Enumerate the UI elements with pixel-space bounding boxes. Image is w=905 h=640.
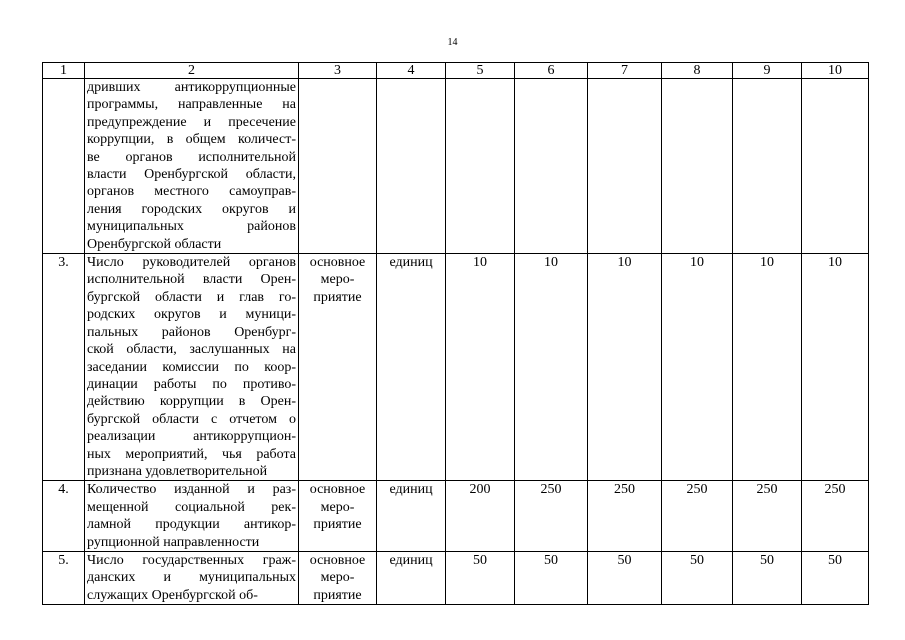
- description-line: муниципальных районов: [87, 219, 296, 235]
- description-line: коррупции, в общем количест-: [87, 132, 296, 148]
- header-row: [43, 63, 869, 79]
- indicator-description: [85, 79, 299, 254]
- measure-type: [299, 481, 377, 552]
- indicator-value: [588, 79, 662, 254]
- description-line: власти Оренбургской области,: [87, 167, 296, 183]
- measure-type-line: меро-: [320, 272, 355, 288]
- row-number: [43, 79, 85, 254]
- indicator-value: 10: [588, 254, 662, 481]
- measure-type-line: основное: [309, 255, 366, 271]
- description-line: динации работы по противо-: [87, 376, 296, 392]
- indicator-description: [85, 551, 299, 604]
- measure-type-line: основное: [309, 552, 366, 568]
- description-line: ламной продукции антикор-: [87, 517, 296, 533]
- unit-of-measure: [377, 79, 446, 254]
- header-cell: 5: [446, 63, 515, 79]
- description-line: заседании комиссии по коор-: [87, 359, 296, 375]
- description-line: Число руководителей органов: [87, 255, 296, 271]
- indicator-value: 50: [588, 551, 662, 604]
- measure-type-line: приятие: [313, 517, 362, 533]
- indicator-value: 250: [662, 481, 733, 552]
- indicator-value: 10: [662, 254, 733, 481]
- description-line: бургской области с отчетом о: [87, 411, 296, 427]
- header-cell: 8: [662, 63, 733, 79]
- description-line: рупционной направленности: [87, 534, 260, 550]
- description-line: родских округов и муници-: [87, 307, 296, 323]
- header-cell: 1: [43, 63, 85, 79]
- description-line: Количество изданной и раз-: [87, 482, 296, 498]
- description-line: исполнительной власти Орен-: [87, 272, 296, 288]
- measure-type-line: меро-: [320, 499, 355, 515]
- indicator-value: 50: [733, 551, 802, 604]
- description-line: пальных районов Оренбург-: [87, 324, 296, 340]
- description-line: данских и муниципальных: [87, 570, 296, 586]
- table-row: [43, 481, 869, 552]
- description-line: реализации антикоррупцион-: [87, 429, 296, 445]
- description-line: ных мероприятий, чья работа: [87, 446, 296, 462]
- measure-type: [299, 254, 377, 481]
- description-line: Оренбургской области: [87, 236, 222, 252]
- header-cell: 3: [299, 63, 377, 79]
- header-cell: 9: [733, 63, 802, 79]
- table-row: [43, 254, 869, 481]
- indicator-value: 250: [515, 481, 588, 552]
- header-cell: 7: [588, 63, 662, 79]
- indicators-table: [42, 62, 869, 605]
- measure-type-line: приятие: [313, 587, 362, 603]
- measure-type-line: основное: [309, 482, 366, 498]
- table-row: [43, 79, 869, 254]
- indicator-value: [802, 79, 869, 254]
- measure-type-line: приятие: [313, 289, 362, 305]
- row-number: 3.: [43, 254, 85, 481]
- page-number: 14: [447, 37, 458, 48]
- description-line: действию коррупции в Орен-: [87, 394, 296, 410]
- indicator-value: 50: [446, 551, 515, 604]
- indicator-value: [515, 79, 588, 254]
- header-cell: 2: [85, 63, 299, 79]
- indicator-value: 200: [446, 481, 515, 552]
- description-line: программы, направленные на: [87, 97, 296, 113]
- description-line: Число государственных граж-: [87, 552, 296, 568]
- unit-of-measure: единиц: [377, 551, 446, 604]
- measure-type: [299, 551, 377, 604]
- description-line: предупреждение и пресечение: [87, 114, 296, 130]
- unit-of-measure: единиц: [377, 254, 446, 481]
- description-line: признана удовлетворительной: [87, 463, 268, 479]
- table-row: [43, 551, 869, 604]
- indicator-value: 10: [733, 254, 802, 481]
- indicator-value: 10: [446, 254, 515, 481]
- measure-type-line: меро-: [320, 570, 355, 586]
- indicator-value: 250: [802, 481, 869, 552]
- description-line: мещенной социальной рек-: [87, 499, 296, 515]
- indicator-value: [733, 79, 802, 254]
- row-number: 4.: [43, 481, 85, 552]
- description-line: дривших антикоррупционные: [87, 80, 296, 95]
- indicator-value: 50: [515, 551, 588, 604]
- indicator-value: [662, 79, 733, 254]
- header-cell: 10: [802, 63, 869, 79]
- description-line: органов местного самоуправ-: [87, 184, 296, 200]
- description-line: ской области, заслушанных на: [87, 342, 296, 358]
- indicator-value: 50: [802, 551, 869, 604]
- description-line: бургской области и глав го-: [87, 289, 296, 305]
- measure-type: [299, 79, 377, 254]
- description-line: ления городских округов и: [87, 201, 296, 217]
- indicator-value: 10: [515, 254, 588, 481]
- indicator-value: 250: [733, 481, 802, 552]
- header-cell: 6: [515, 63, 588, 79]
- header-cell: 4: [377, 63, 446, 79]
- indicator-description: [85, 481, 299, 552]
- indicator-value: 50: [662, 551, 733, 604]
- indicator-description: [85, 254, 299, 481]
- unit-of-measure: единиц: [377, 481, 446, 552]
- indicator-value: [446, 79, 515, 254]
- description-line: служащих Оренбургской об-: [87, 587, 258, 603]
- indicator-value: 10: [802, 254, 869, 481]
- indicator-value: 250: [588, 481, 662, 552]
- description-line: ве органов исполнительной: [87, 149, 296, 165]
- row-number: 5.: [43, 551, 85, 604]
